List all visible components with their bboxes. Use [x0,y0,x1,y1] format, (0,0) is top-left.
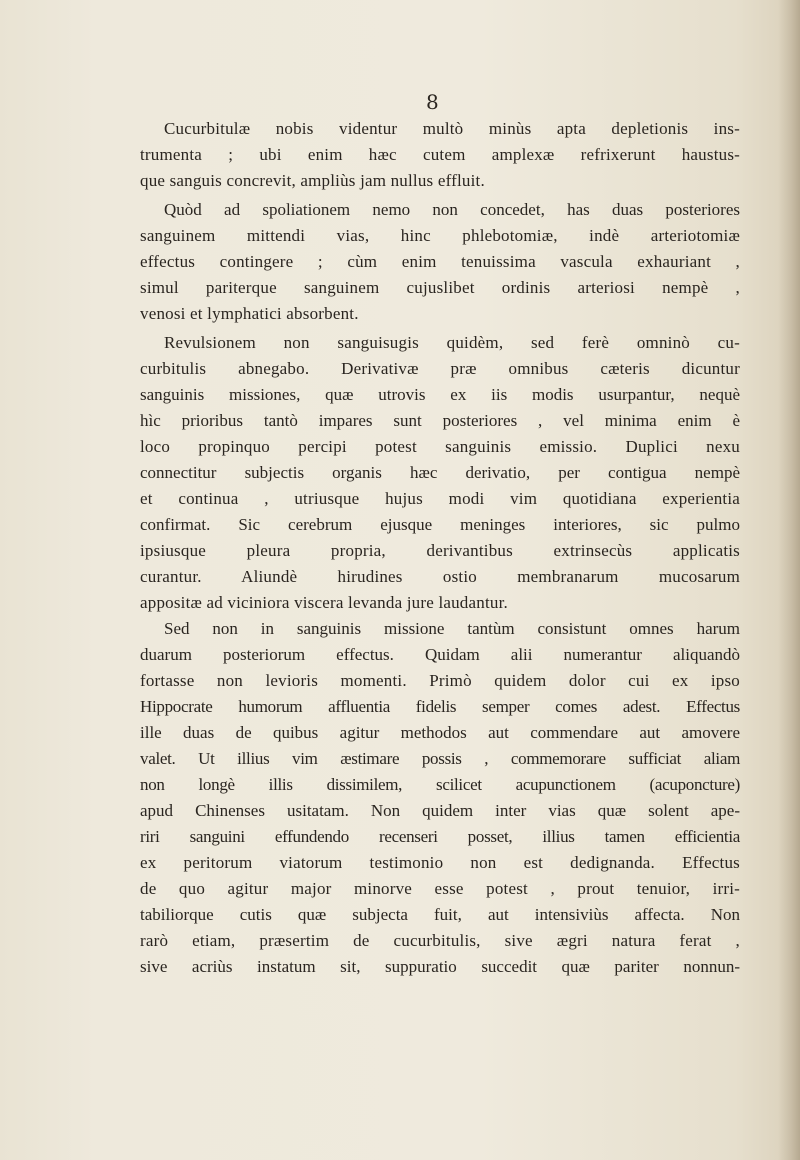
text-line: ille duas de quibus agitur methodos aut commendare aut amovere [140,723,740,742]
text-line: de quo agitur major minorve esse potest , prout tenuior, irri- [140,879,740,898]
text-line: simul pariterque sanguinem cujuslibet ordinis arteriosi nempè , [140,278,740,297]
text-line: et continua , utriusque hujus modi vim quotidiana experientia [140,489,740,508]
text-line: non longè illis dissimilem, scilicet acupunctionem (acuponcture) [140,775,740,794]
text-line: sanguinem mittendi vias, hinc phlebotomiæ, indè arteriotomiæ [140,226,740,245]
text-line: Sed non in sanguinis missione tantùm consistunt omnes harum [164,619,740,638]
text-line: rarò etiam, præsertim de cucurbitulis, sive ægri natura ferat , [140,931,740,950]
text-line: venosi et lymphatici absorbent. [140,304,359,323]
text-line: ipsiusque pleura propria, derivantibus extrinsecùs applicatis [140,541,740,560]
page-edge-shadow [778,0,800,1160]
text-line: hìc prioribus tantò impares sunt posteriores , vel minima enim è [140,411,740,430]
text-line: ex peritorum viatorum testimonio non est dedignanda. Effectus [140,853,740,872]
text-line: trumenta ; ubi enim hæc cutem amplexæ refrixerunt haustus- [140,145,740,164]
text-line: sive acriùs instatum sit, suppuratio succedit quæ pariter nonnun- [140,957,740,976]
text-line: valet. Ut illius vim æstimare possis , commemorare sufficiat aliam [140,749,740,768]
text-line: loco propinquo percipi potest sanguinis emissio. Duplici nexu [140,437,740,456]
text-line: effectus contingere ; cùm enim tenuissima vascula exhauriant , [140,252,740,271]
text-line: appositæ ad viciniora viscera levanda jure laudantur. [140,593,508,612]
text-line: Revulsionem non sanguisugis quidèm, sed ferè omninò cu- [164,333,740,352]
text-line: sanguinis missiones, quæ utrovis ex iis modis usurpantur, nequè [140,385,740,404]
text-line: apud Chinenses usitatam. Non quidem inter vias quæ solent ape- [140,801,740,820]
text-line: confirmat. Sic cerebrum ejusque meninges interiores, sic pulmo [140,515,740,534]
text-line: riri sanguini effundendo recenseri posset, illius tamen efficientia [140,827,740,846]
text-line: tabiliorque cutis quæ subjecta fuit, aut intensiviùs affecta. Non [140,905,740,924]
text-line: connectitur subjectis organis hæc derivatio, per contigua nempè [140,463,740,482]
text-line: Quòd ad spoliationem nemo non concedet, has duas posteriores [164,200,740,219]
text-line: duarum posteriorum effectus. Quidam alii numerantur aliquandò [140,645,740,664]
body-text [140,116,740,980]
text-line: fortasse non levioris momenti. Primò quidem dolor cui ex ipso [140,671,740,690]
text-line: curantur. Aliundè hirudines ostio membranarum mucosarum [140,567,740,586]
page-number: 8 [426,90,439,114]
text-line: curbitulis abnegabo. Derivativæ præ omnibus cæteris dicuntur [140,359,740,378]
text-line: Hippocrate humorum affluentia fidelis semper comes adest. Effectus [140,697,740,716]
text-line: que sanguis concrevit, ampliùs jam nullus effluit. [140,171,485,190]
text-line: Cucurbitulæ nobis videntur multò minùs apta depletionis ins- [164,119,740,138]
